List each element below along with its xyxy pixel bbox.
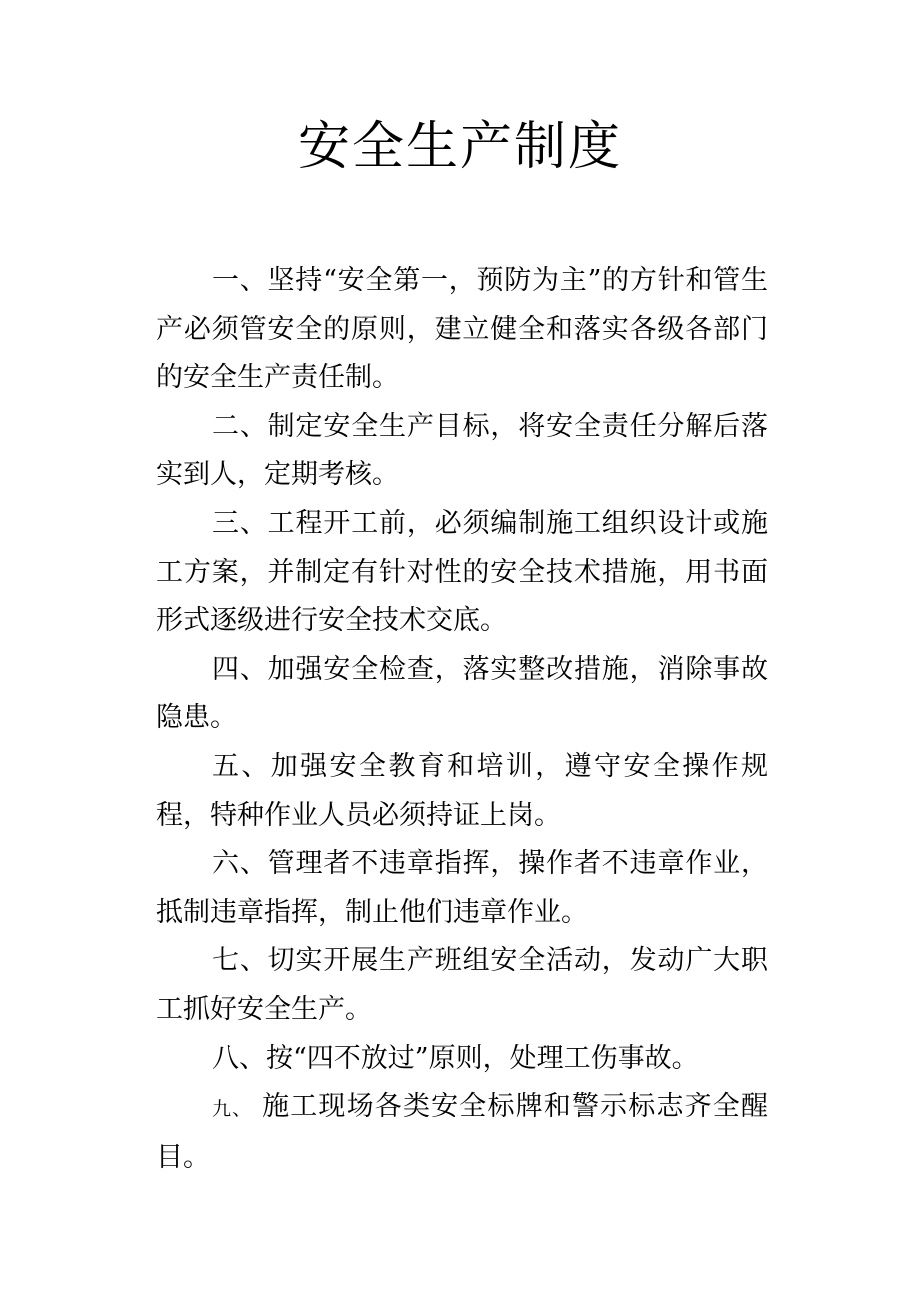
rule-paragraph-9: [156, 1083, 768, 1182]
rule-paragraph-3: 三、工程开工前，必须编制施工组织设计或施工方案，并制定有针对性的安全技术措施，用书面形式逐级进行安全技术交底。: [156, 507, 768, 637]
rule-paragraph-7: 七、切实开展生产班组安全活动，发动广大职工抓好安全生产。: [156, 945, 768, 1025]
rule-paragraph-9-number: 九、: [212, 1098, 253, 1121]
rule-paragraph-5: 五、加强安全教育和培训，遵守安全操作规程，特种作业人员必须持证上岗。: [156, 750, 768, 831]
document-body: [156, 257, 768, 1182]
rule-paragraph-4: 四、加强安全检查，落实整改措施，消除事故隐患。: [156, 653, 768, 734]
rule-paragraph-2: 二、制定安全生产目标，将安全责任分解后落实到人，定期考核。: [156, 410, 768, 491]
rule-paragraph-8: 八、按“四不放过”原则，处理工伤事故。: [212, 1042, 699, 1074]
document-title: 安全生产制度: [297, 117, 622, 177]
rule-paragraph-1: 一、坚持“安全第一，预防为主”的方针和管生产必须管安全的原则，建立健全和落实各级各部门的安全生产责任制。: [156, 265, 768, 394]
rule-paragraph-6: 六、管理者不违章指挥，操作者不违章作业，抵制违章指挥，制止他们违章作业。: [156, 848, 768, 928]
rule-paragraph-9-text: 施工现场各类安全标牌和警示标志齐全醒目。: [156, 1091, 768, 1173]
